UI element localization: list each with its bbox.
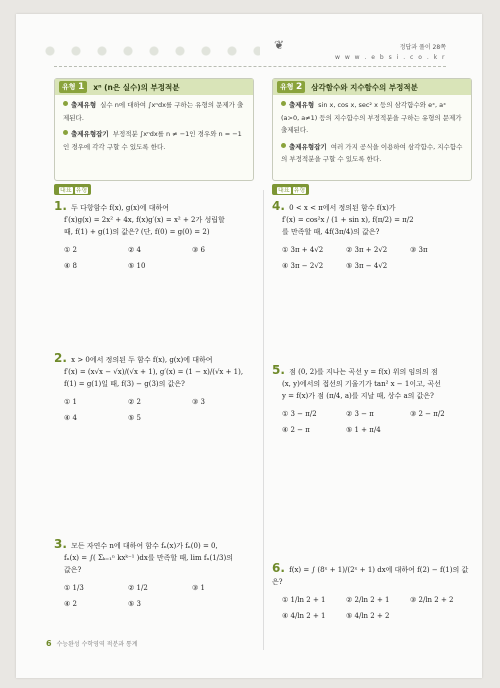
problem-4-choices [282,244,474,272]
choice[interactable]: ④ 8 [64,262,77,270]
choice[interactable]: ⑤ 3π − 4√2 [346,262,388,270]
type2-box [272,78,472,181]
problem-6-choices [282,594,474,622]
type2-badge: 유형 2 [277,81,305,93]
problem-5: 5. 점 (0, 2)를 지나는 곡선 y = f(x) 위의 임의의 점 (x, y)에서의 접선의 기울기가 tan² x − 1이고, 곡선 y = f(x)가 점 (π/4, a)를 지날 때, 상수 a의 값은? ① 3 − π/2 ② 3 − π ③ 2 − π/2 ④ 2 − π ⑤ 1 + π/4 [272,364,474,436]
problem-1: 1. 두 다항함수 f(x), g(x)에 대하여 f′(x)g(x) = 2x² + 4x, f(x)g′(x) = x² + 2가 성립할 때, f(1) + g(1)의 값은? (단, f(0) = g(0) = 2) ① 2 ② 4 ③ 6 ④ 8 ⑤ 10 [54,200,256,272]
choice[interactable]: ① 1/3 [64,584,84,592]
choice[interactable]: ① 2 [64,246,77,254]
column-divider [263,190,264,650]
bullet-icon [281,101,286,106]
choice[interactable]: ① 3 − π/2 [282,410,317,418]
choice[interactable]: ⑤ 10 [128,262,146,270]
choice[interactable]: ③ 1 [192,584,205,592]
choice[interactable]: ① 3π + 4√2 [282,246,324,254]
choice[interactable]: ② 3 − π [346,410,374,418]
choice[interactable]: ④ 2 − π [282,426,310,434]
problem-2: 2. x > 0에서 정의된 두 함수 f(x), g(x)에 대하여 f′(x) = (x√x − √x)/(√x + 1), g′(x) = (1 − x)/(√x + 1), f(1) = g(1)일 때, f(3) − g(3)의 값은? ① 1 ② 2 ③ 3 ④ 4 ⑤ 5 [54,352,256,424]
choice[interactable]: ③ 3 [192,398,205,406]
header-decoration [40,42,260,60]
type1-title: xⁿ (n은 실수)의 부정적분 [93,82,180,92]
choice[interactable]: ② 2 [128,398,141,406]
choice[interactable]: ② 2/ln 2 + 1 [346,596,390,604]
choice[interactable]: ⑤ 5 [128,414,141,422]
choice[interactable]: ③ 6 [192,246,205,254]
type2-item-1: 출제유형 sin x, cos x, sec² x 등의 삼각함수와 eˣ, aˣ (a>0, a≠1) 등의 지수함수의 부정적분을 구하는 유형의 문제가 출제된다. [281,101,462,134]
choice[interactable]: ② 4 [128,246,141,254]
page-number: 6 [46,639,52,648]
choice[interactable]: ⑤ 3 [128,600,141,608]
header-rule [54,66,446,67]
type2-item-2: 출제유형잡기 여러 가지 공식을 이용하여 삼각함수, 지수함수의 부정적분을 구할 수 있도록 한다. [281,142,463,163]
choice[interactable]: ④ 4/ln 2 + 1 [282,612,326,620]
type2-title: 삼각함수와 지수함수의 부정적분 [311,82,418,92]
representative-badge-right: 대표 유형 [272,184,309,195]
choice[interactable]: ④ 2 [64,600,77,608]
page [16,14,482,678]
problem-2-choices [64,396,256,424]
bullet-icon [63,101,68,106]
problem-3: 3. 모든 자연수 n에 대하여 함수 fₙ(x)가 fₙ(0) = 0, fₙ(x) = ∫( Σₖ₌₁ⁿ kxᵏ⁻¹ )dx를 만족할 때, lim fₙ(1/3)의 값은? ① 1/3 ② 1/2 ③ 1 ④ 2 ⑤ 3 [54,538,256,610]
bullet-icon [281,143,286,148]
type1-item-1: 출제유형 실수 n에 대하여 ∫xⁿdx를 구하는 유형의 문제가 출제된다. [63,101,244,122]
site-url: w w w . e b s i . c o . k r [335,54,446,61]
choice[interactable]: ⑤ 1 + π/4 [346,426,381,434]
answer-reference: 정답과 풀이 28쪽 [399,44,446,51]
type2-heading [273,79,471,95]
type1-item-2: 출제유형잡기 부정적분 ∫xⁿdx를 n ≠ −1인 경우와 n = −1인 경우에 각각 구할 수 있도록 한다. [63,130,242,151]
type1-heading [55,79,253,95]
problem-1-choices [64,244,256,272]
book-title: 수능완성 수학영역 적분과 통계 [56,641,138,648]
choice[interactable]: ③ 2/ln 2 + 2 [410,596,454,604]
choice[interactable]: ② 3π + 2√2 [346,246,388,254]
type1-badge: 유형 1 [59,81,87,93]
footer [46,639,138,648]
choice[interactable]: ⑤ 4/ln 2 + 2 [346,612,390,620]
choice[interactable]: ③ 2 − π/2 [410,410,445,418]
problem-3-choices [64,582,256,610]
leaf-icon: ❦ [274,38,285,52]
type1-box [54,78,254,181]
choice[interactable]: ④ 3π − 2√2 [282,262,324,270]
choice[interactable]: ① 1/ln 2 + 1 [282,596,326,604]
choice[interactable]: ② 1/2 [128,584,148,592]
problem-5-choices [282,408,474,436]
choice[interactable]: ① 1 [64,398,77,406]
choice[interactable]: ③ 3π [410,246,428,254]
problem-4: 4. 0 < x < π에서 정의된 함수 f(x)가 f′(x) = cos²x / (1 + sin x), f(π/2) = π/2 를 만족할 때, 4f(3π/4)의 값은? ① 3π + 4√2 ② 3π + 2√2 ③ 3π ④ 3π − 2√2 ⑤ 3π − 4√2 [272,200,474,272]
choice[interactable]: ④ 4 [64,414,77,422]
representative-badge-left: 대표 유형 [54,184,91,195]
bullet-icon [63,130,68,135]
problem-6: 6. f(x) = ∫ (8ˣ + 1)/(2ˣ + 1) dx에 대하여 f(2) − f(1)의 값은? ① 1/ln 2 + 1 ② 2/ln 2 + 1 ③ 2/ln 2 + 2 ④ 4/ln 2 + 1 ⑤ 4/ln 2 + 2 [272,562,474,622]
